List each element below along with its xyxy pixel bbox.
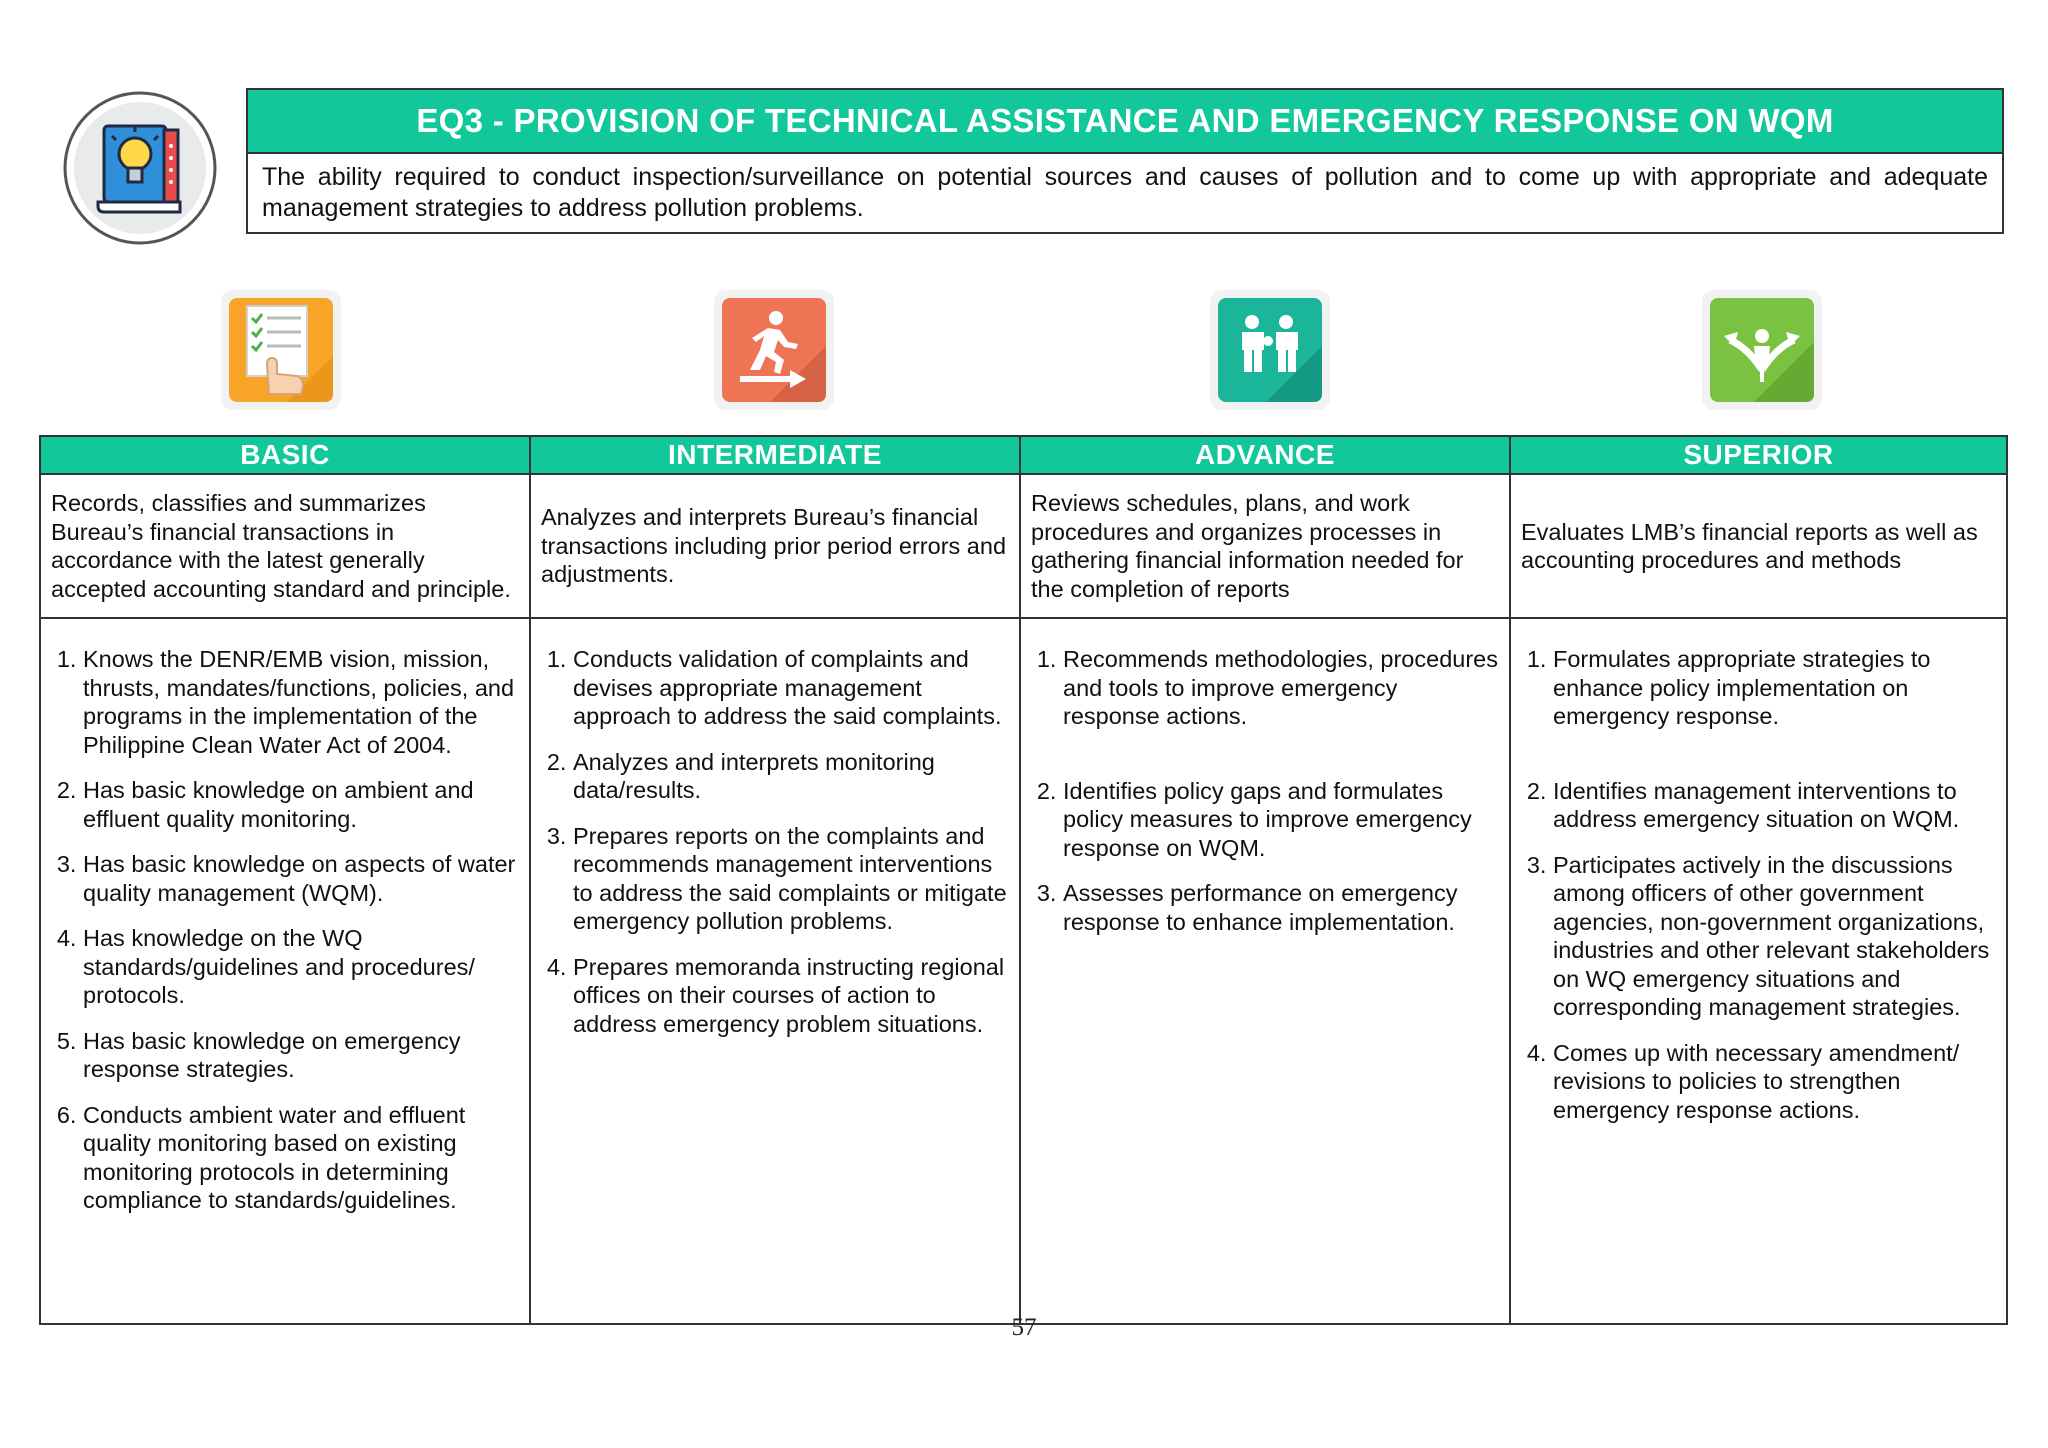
list-item: 5. Has basic knowledge on emergency response strategies. (83, 1027, 519, 1084)
checklist-icon (217, 286, 345, 414)
list-item: 4. Comes up with necessary amendment/ revisions to policies to strengthen emergency response actions. (1553, 1039, 1996, 1125)
page-number: 57 (1011, 1314, 1037, 1341)
indicators-basic (40, 618, 530, 1324)
list-item: 2. Identifies policy gaps and formulates policy measures to improve emergency response on WQM. (1063, 777, 1499, 863)
list-item: 1. Recommends methodologies, procedures and tools to improve emergency response actions. (1063, 645, 1499, 731)
list-item: 3. Assesses performance on emergency response to enhance implementation. (1063, 879, 1499, 936)
competency-description: The ability required to conduct inspection/surveillance on potential sources and causes of pollution and to come up with appropriate and adequate management strategies to address pollution problems. (262, 163, 1988, 222)
list-item: 2. Has basic knowledge on ambient and effluent quality monitoring. (83, 776, 519, 833)
list-item: 4. Prepares memoranda instructing regional offices on their courses of action to address emergency problem situations. (573, 953, 1009, 1039)
indicators-advance (1020, 618, 1510, 1324)
table-header-row (40, 436, 2007, 474)
indicators-intermediate (530, 618, 1020, 1324)
directions-icon (1698, 286, 1826, 414)
competency-levels-table (39, 435, 2008, 1325)
list-item: 1. Formulates appropriate strategies to enhance policy implementation on emergency response. (1553, 645, 1996, 731)
summary-superior: Evaluates LMB’s financial reports as well as accounting procedures and methods (1510, 474, 2007, 618)
level-header-intermediate: INTERMEDIATE (530, 436, 1020, 474)
list-item: 2. Identifies management interventions to address emergency situation on WQM. (1553, 777, 1996, 834)
summary-basic: Records, classifies and summarizes Bureau’s financial transactions in accordance with the latest generally accepted accounting standard and principle. (40, 474, 530, 618)
summary-advance: Reviews schedules, plans, and work procedures and organizes processes in gathering financial information needed for the completion of reports (1020, 474, 1510, 618)
list-item: 3. Has basic knowledge on aspects of water quality management (WQM). (83, 850, 519, 907)
emergency-exit-icon (710, 286, 838, 414)
level-header-basic: BASIC (40, 436, 530, 474)
level-header-superior: SUPERIOR (1510, 436, 2007, 474)
table-row-indicators (40, 618, 2007, 1324)
list-item: 3. Participates actively in the discussions among officers of other government agencies, non-government organizations, industries and other relevant stakeholders on WQ emergency situations and corresponding management strategies. (1553, 851, 1996, 1022)
puzzle-people-icon (1206, 286, 1334, 414)
list-item: 1. Conducts validation of complaints and devises appropriate management approach to address the said complaints. (573, 645, 1009, 731)
competency-header (246, 88, 2004, 234)
lightbulb-book-icon (60, 90, 220, 246)
list-item: 3. Prepares reports on the complaints and recommends management interventions to address the said complaints or mitigate emergency pollution problems. (573, 822, 1009, 936)
list-item: 4. Has knowledge on the WQ standards/guidelines and procedures/ protocols. (83, 924, 519, 1010)
level-header-advance: ADVANCE (1020, 436, 1510, 474)
list-item: 1. Knows the DENR/EMB vision, mission, thrusts, mandates/functions, policies, and programs in the implementation of the Philippine Clean Water Act of 2004. (83, 645, 519, 759)
summary-intermediate: Analyzes and interprets Bureau’s financial transactions including prior period errors and adjustments. (530, 474, 1020, 618)
competency-title: EQ3 - PROVISION OF TECHNICAL ASSISTANCE AND EMERGENCY RESPONSE ON WQM (248, 90, 2002, 154)
table-row-summary (40, 474, 2007, 618)
list-item: 6. Conducts ambient water and effluent quality monitoring based on existing monitoring protocols in determining compliance to standards/guidelines. (83, 1101, 519, 1215)
indicators-superior (1510, 618, 2007, 1324)
list-item: 2. Analyzes and interprets monitoring data/results. (573, 748, 1009, 805)
